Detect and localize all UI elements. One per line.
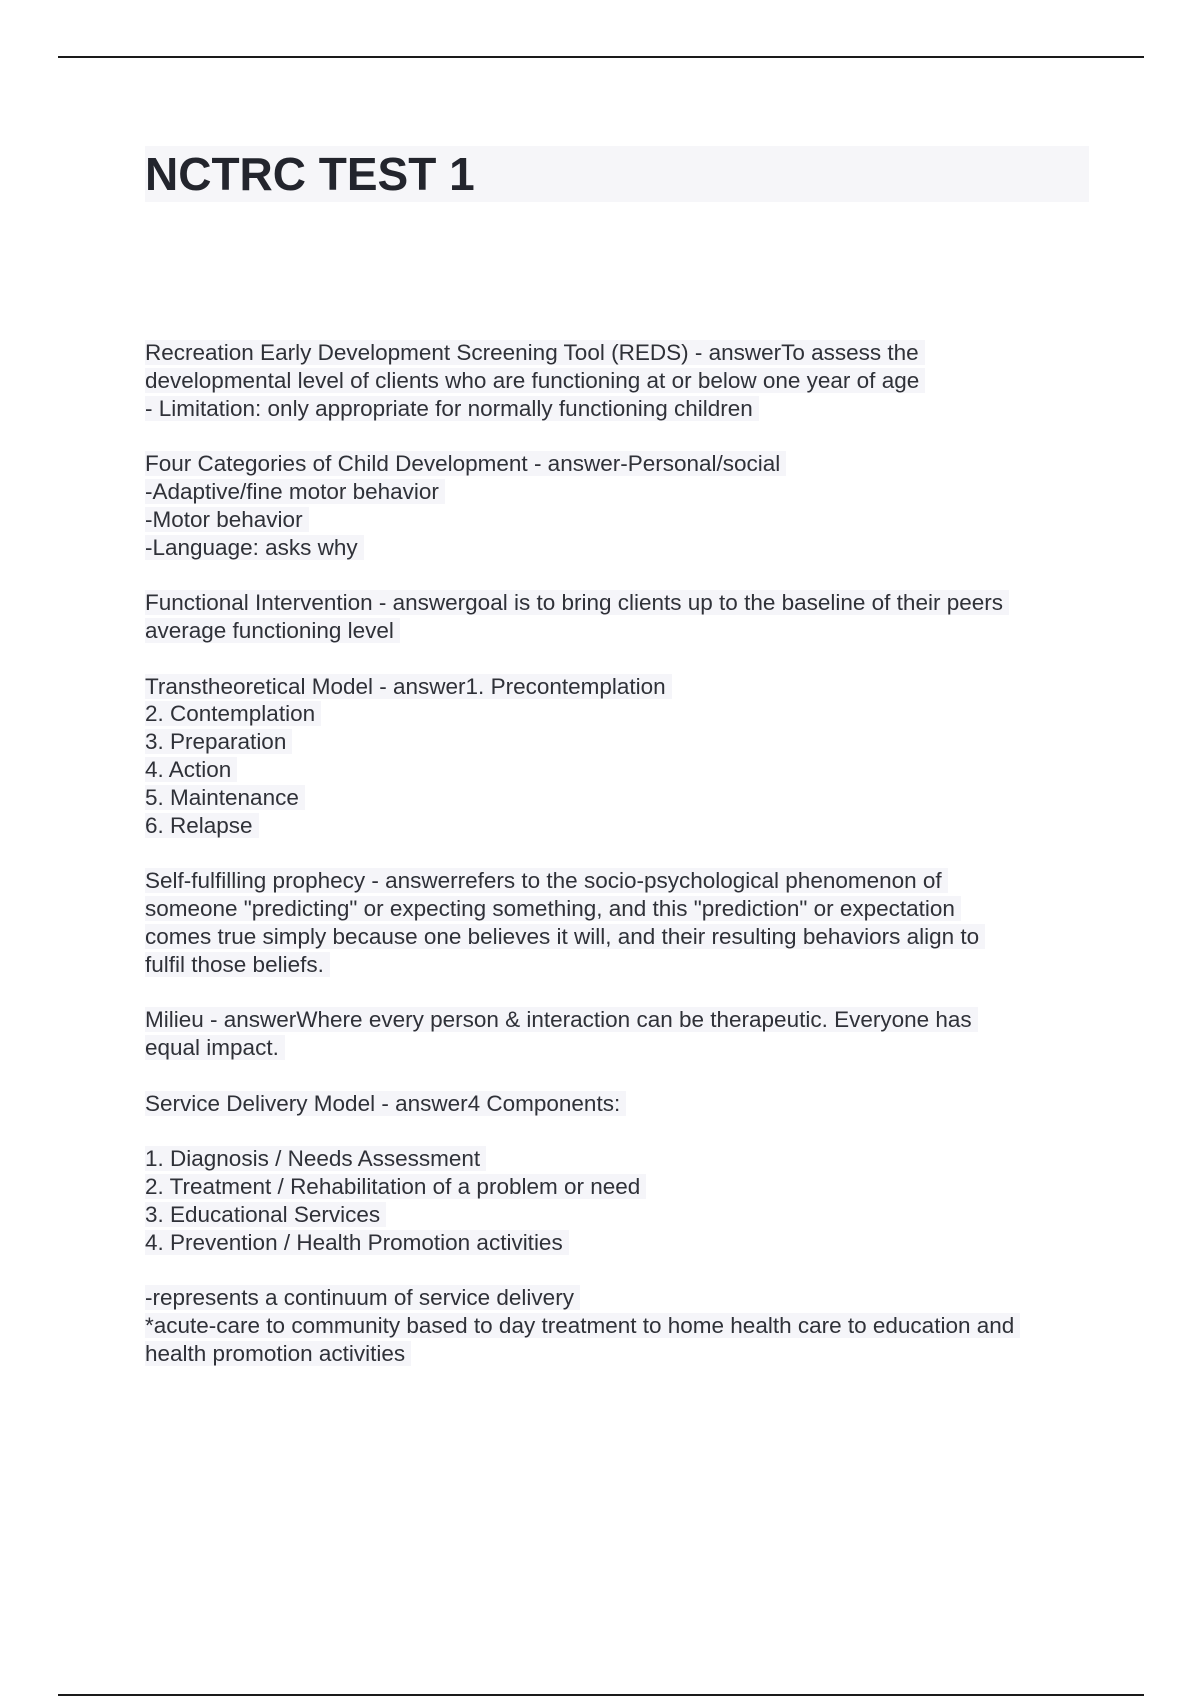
text-line — [145, 1201, 1095, 1229]
text-line-content: equal impact. — [145, 1035, 285, 1060]
document-body — [145, 339, 1095, 1367]
text-line-content: fulfil those beliefs. — [145, 952, 330, 977]
paragraph-gap — [145, 1117, 1095, 1145]
text-line — [145, 784, 1095, 812]
text-line-content: *acute-care to community based to day treatment to home health care to education and — [145, 1313, 1020, 1338]
text-line — [145, 478, 1095, 506]
text-line-content: -Adaptive/fine motor behavior — [145, 479, 445, 504]
text-line — [145, 1034, 1095, 1062]
text-line-content: Service Delivery Model - answer4 Components: — [145, 1091, 626, 1116]
text-line — [145, 673, 1095, 701]
text-line-content: 4. Action — [145, 757, 237, 782]
text-line — [145, 812, 1095, 840]
bottom-rule — [58, 1694, 1144, 1696]
text-line — [145, 700, 1095, 728]
text-line — [145, 339, 1095, 367]
text-line — [145, 1312, 1095, 1340]
text-line-content: 3. Preparation — [145, 729, 292, 754]
paragraph-gap — [145, 561, 1095, 589]
paragraph-gap — [145, 645, 1095, 673]
paragraph-gap — [145, 839, 1095, 867]
text-line — [145, 951, 1095, 979]
text-line-content: 1. Diagnosis / Needs Assessment — [145, 1146, 486, 1171]
text-line — [145, 867, 1095, 895]
text-line — [145, 923, 1095, 951]
text-line-content: Recreation Early Development Screening Tool (REDS) - answerTo assess the — [145, 340, 925, 365]
text-line-content: Transtheoretical Model - answer1. Precontemplation — [145, 674, 672, 699]
text-line — [145, 1173, 1095, 1201]
paragraph-gap — [145, 422, 1095, 450]
text-line — [145, 728, 1095, 756]
text-line — [145, 395, 1095, 423]
text-line-content: health promotion activities — [145, 1341, 411, 1366]
text-line — [145, 1284, 1095, 1312]
text-line-content: developmental level of clients who are functioning at or below one year of age — [145, 368, 925, 393]
text-line-content: 2. Contemplation — [145, 701, 321, 726]
text-line — [145, 367, 1095, 395]
text-line — [145, 1340, 1095, 1368]
top-rule — [58, 56, 1144, 58]
text-line-content: comes true simply because one believes it will, and their resulting behaviors align to — [145, 924, 985, 949]
text-line-content: Self-fulfilling prophecy - answerrefers to the socio-psychological phenomenon of — [145, 868, 948, 893]
text-line — [145, 1090, 1095, 1118]
text-line — [145, 756, 1095, 784]
text-line — [145, 450, 1095, 478]
text-line-content: -represents a continuum of service delivery — [145, 1285, 580, 1310]
text-line-content: Four Categories of Child Development - answer-Personal/social — [145, 451, 786, 476]
text-line — [145, 1145, 1095, 1173]
text-line-content: -Language: asks why — [145, 535, 364, 560]
text-line — [145, 534, 1095, 562]
text-line-content: someone "predicting" or expecting something, and this "prediction" or expectation — [145, 896, 961, 921]
text-line-content: Milieu - answerWhere every person & interaction can be therapeutic. Everyone has — [145, 1007, 978, 1032]
text-line-content: -Motor behavior — [145, 507, 309, 532]
text-line-content: Functional Intervention - answergoal is to bring clients up to the baseline of their peers — [145, 590, 1009, 615]
text-line-content: average functioning level — [145, 618, 400, 643]
text-line — [145, 617, 1095, 645]
paragraph-gap — [145, 1256, 1095, 1284]
text-line-content: 2. Treatment / Rehabilitation of a problem or need — [145, 1174, 646, 1199]
text-line — [145, 1229, 1095, 1257]
text-line — [145, 589, 1095, 617]
text-line-content: 5. Maintenance — [145, 785, 305, 810]
text-line — [145, 506, 1095, 534]
paragraph-gap — [145, 978, 1095, 1006]
page-title: NCTRC TEST 1 — [145, 148, 475, 200]
text-line-content: 6. Relapse — [145, 813, 259, 838]
text-line-content: 4. Prevention / Health Promotion activities — [145, 1230, 569, 1255]
text-line — [145, 1006, 1095, 1034]
text-line-content: 3. Educational Services — [145, 1202, 386, 1227]
text-line-content: - Limitation: only appropriate for normally functioning children — [145, 396, 759, 421]
paragraph-gap — [145, 1062, 1095, 1090]
text-line — [145, 895, 1095, 923]
